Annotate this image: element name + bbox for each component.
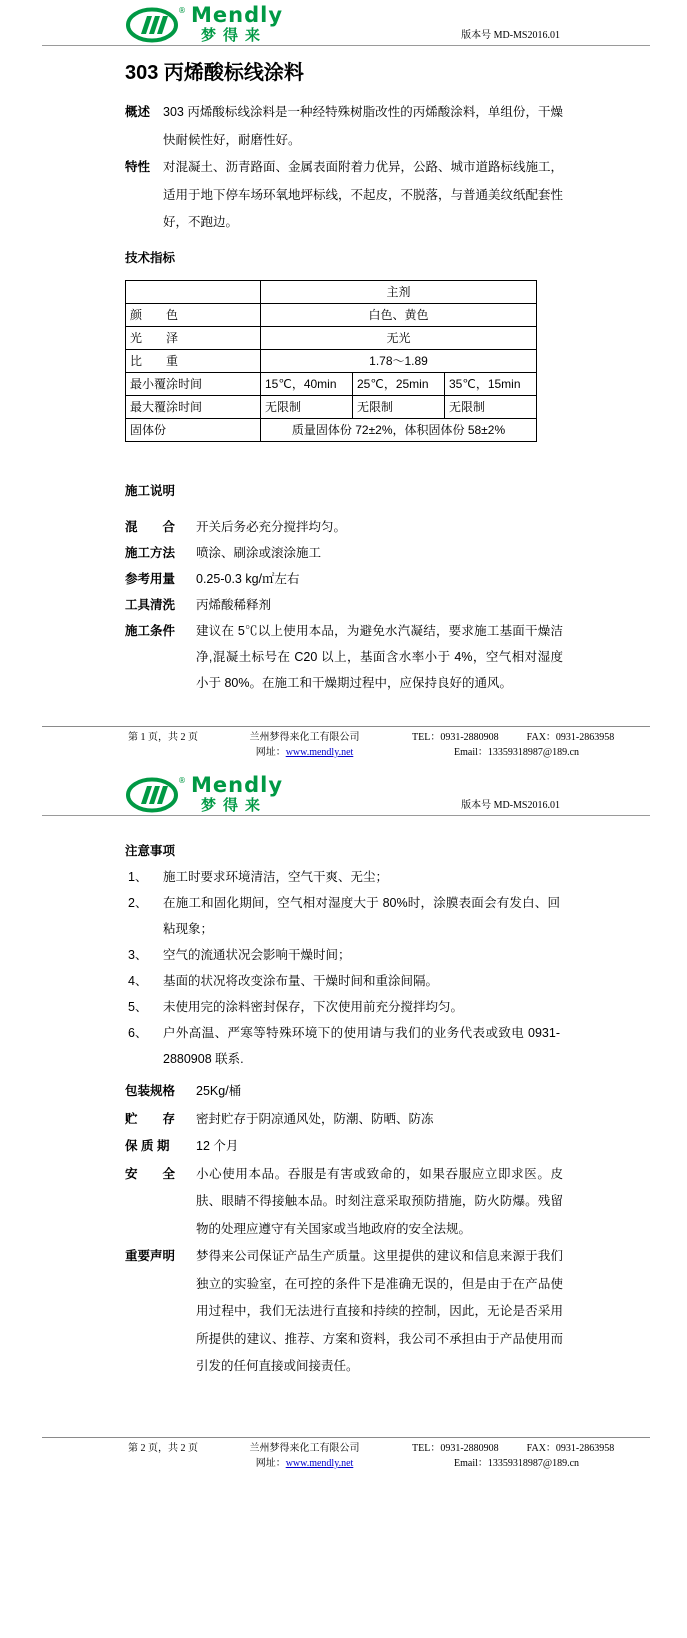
notice-text: 未使用完的涂料密封保存，下次使用前充分搅拌均匀。 [163,1000,464,1014]
conditions-row [125,618,563,696]
max-recoat-35c: 无限制 [445,395,537,418]
row-label-solids: 固体份 [126,418,261,441]
tech-specs-heading: 技术指标 [125,250,176,265]
table-row [126,280,537,303]
notice-item-1 [128,864,563,890]
company-logo [125,5,283,43]
header-rule [42,815,650,816]
method-text: 喷涂、刷涂或滚涂施工 [196,545,322,560]
brand-name-en: Mendly [191,3,284,27]
notice-item-5 [128,994,563,1020]
row-label-color: 颜 色 [126,303,261,326]
features-text: 对混凝土、沥青路面、金属表面附着力优异，公路、城市道路标线施工，适用于地下停车场环氧地坪标线，不起皮，不脱落，与普通美纹纸配套性好，不跑边。 [163,160,564,229]
mendly-logo-icon [125,775,187,813]
page2-footer [42,1437,650,1471]
notice-item-2 [128,890,563,942]
mixing-text: 开关后务必充分搅拌均匀。 [196,519,347,534]
notice-number: 5、 [128,1000,148,1014]
features-row [125,154,563,237]
tool-cleaning-label: 工具清洗 [125,597,176,612]
row-label-min-recoat: 最小覆涂时间 [126,372,261,395]
table-row [126,395,537,418]
website-label: 网址： [255,747,286,758]
min-recoat-35c: 35℃，15min [445,372,537,395]
method-row [125,540,563,566]
method-label: 施工方法 [125,545,176,560]
notice-number: 6、 [128,1026,148,1040]
packaging-row [125,1078,563,1106]
product-info-section [0,1078,687,1381]
website-link[interactable]: www.mendly.net [285,747,354,758]
header-rule [42,45,650,46]
company-logo [125,775,283,813]
notice-number: 3、 [128,948,148,962]
row-label-max-recoat: 最大覆涂时间 [126,395,261,418]
document-title: 303 丙烯酸标线涂料 [125,62,304,84]
table-row [126,303,537,326]
svg-text:®: ® [178,776,186,785]
page-number: 第 2 页，共 2 页 [128,1443,198,1454]
page-1 [0,0,687,758]
brand-name-cn: 梦得来 [201,797,268,814]
packaging-text: 25Kg/桶 [196,1084,242,1098]
email-value: Email：13359318987@189.cn [454,747,580,758]
table-row [126,326,537,349]
safety-text: 小心使用本品。吞服是有害或致命的，如果吞服应立即求医。皮肤、眼睛不得接触本品。时刻注意采取预防措施，防火防爆。残留物的处理应遵守有关国家或当地政府的安全法规。 [196,1166,563,1236]
disclaimer-label: 重要声明 [125,1249,176,1263]
min-recoat-25c: 25℃，25min [353,372,445,395]
packaging-label: 包装规格 [125,1084,176,1098]
intro-section [125,99,563,237]
svg-text:®: ® [178,6,186,15]
row-value-solids: 质量固体份 72±2%，体积固体份 58±2% [261,418,537,441]
disclaimer-text: 梦得来公司保证产品生产质量。这里提供的建议和信息来源于我们独立的实验室，在可控的条件下是准确无误的，但是由于在产品使用过程中，我们无法进行直接和持续的控制，因此，无论是否采用所提供的建议、推荐、方案和资料，我公司不承担由于产品使用而引发的任何直接或间接责任。 [196,1249,563,1373]
tel-value: TEL：0931-2880908 [412,1443,499,1454]
fax-value: FAX：0931-2863958 [526,732,615,743]
tool-cleaning-row [125,592,563,618]
notice-text: 在施工和固化期间，空气相对湿度大于 80%时，涂膜表面会有发白、回粘现象； [163,896,560,936]
notices-heading: 注意事项 [125,844,176,858]
email-value: Email：13359318987@189.cn [454,1458,580,1469]
footer-rule [42,1437,650,1438]
conditions-label: 施工条件 [125,623,176,638]
row-value-gloss: 无光 [261,326,537,349]
page2-header [0,755,687,815]
safety-row [125,1161,563,1244]
notice-item-3 [128,942,563,968]
shelf-life-label: 保 质 期 [125,1139,170,1153]
tel-value: TEL：0931-2880908 [412,732,499,743]
max-recoat-15c: 无限制 [261,395,353,418]
safety-label: 安 全 [125,1166,176,1181]
storage-row [125,1106,563,1134]
features-label: 特性 [125,160,151,174]
fax-value: FAX：0931-2863958 [526,1443,615,1454]
row-label-density: 比 重 [126,349,261,372]
notice-item-6 [128,1020,563,1072]
page-2 [0,755,687,1638]
notice-text: 施工时要求环境清洁，空气干爽、无尘； [163,870,389,884]
disclaimer-row [125,1243,563,1381]
max-recoat-25c: 无限制 [353,395,445,418]
shelf-life-text: 12 个月 [196,1139,239,1153]
overview-text: 303 丙烯酸标线涂料是一种经特殊树脂改性的丙烯酸涂料，单组份，干燥快耐候性好，耐磨性好。 [163,105,563,147]
notice-text: 户外高温、严寒等特殊环境下的使用请与我们的业务代表或致电 0931-2880908 联系. [163,1026,560,1066]
notice-number: 1、 [128,870,148,884]
mixing-label: 混 合 [125,519,176,534]
notice-number: 2、 [128,896,148,910]
table-row [126,372,537,395]
brand-name-en: Mendly [191,773,284,797]
brand-name-cn: 梦得来 [201,27,268,44]
notice-item-4 [128,968,563,994]
tool-cleaning-text: 丙烯酸稀释剂 [196,597,272,612]
table-row [126,418,537,441]
mendly-logo-icon [125,5,187,43]
overview-label: 概述 [125,105,151,119]
company-name: 兰州梦得来化工有限公司 [249,732,360,743]
overview-row [125,99,563,154]
dosage-label: 参考用量 [125,571,176,586]
row-label-gloss: 光 泽 [126,326,261,349]
page1-header [0,0,687,45]
table-header-main-agent: 主剂 [261,280,537,303]
website-label: 网址： [255,1458,286,1469]
tech-specs-table [125,280,537,442]
dosage-row [125,566,563,592]
construction-heading: 施工说明 [125,483,176,498]
table-row [126,349,537,372]
notice-text: 基面的状况将改变涂布量、干燥时间和重涂间隔。 [163,974,439,988]
website-line [217,1456,392,1471]
website-link[interactable]: www.mendly.net [285,1458,354,1469]
notice-text: 空气的流通状况会影响干燥时间； [163,948,351,962]
row-value-density: 1.78～1.89 [261,349,537,372]
shelf-life-row [125,1133,563,1161]
min-recoat-15c: 15℃，40min [261,372,353,395]
conditions-text: 建议在 5℃以上使用本品，为避免水汽凝结，要求施工基面干燥洁净,混凝土标号在 C20 以上，基面含水率小于 4%，空气相对湿度小于 80%。在施工和干燥期过程中，应保持良好的通风。 [196,623,563,690]
notice-number: 4、 [128,974,148,988]
row-value-color: 白色、黄色 [261,303,537,326]
dosage-text: 0.25-0.3 kg/㎡左右 [196,571,300,586]
mixing-row [125,514,563,540]
storage-text: 密封贮存于阴凉通风处，防潮、防晒、防冻 [196,1111,434,1126]
page-number: 第 1 页，共 2 页 [128,732,198,743]
version-label: 版本号 MD-MS2016.01 [461,30,560,41]
version-label: 版本号 MD-MS2016.01 [461,800,560,811]
company-name: 兰州梦得来化工有限公司 [249,1443,360,1454]
footer-rule [42,726,650,727]
storage-label: 贮 存 [125,1111,176,1126]
